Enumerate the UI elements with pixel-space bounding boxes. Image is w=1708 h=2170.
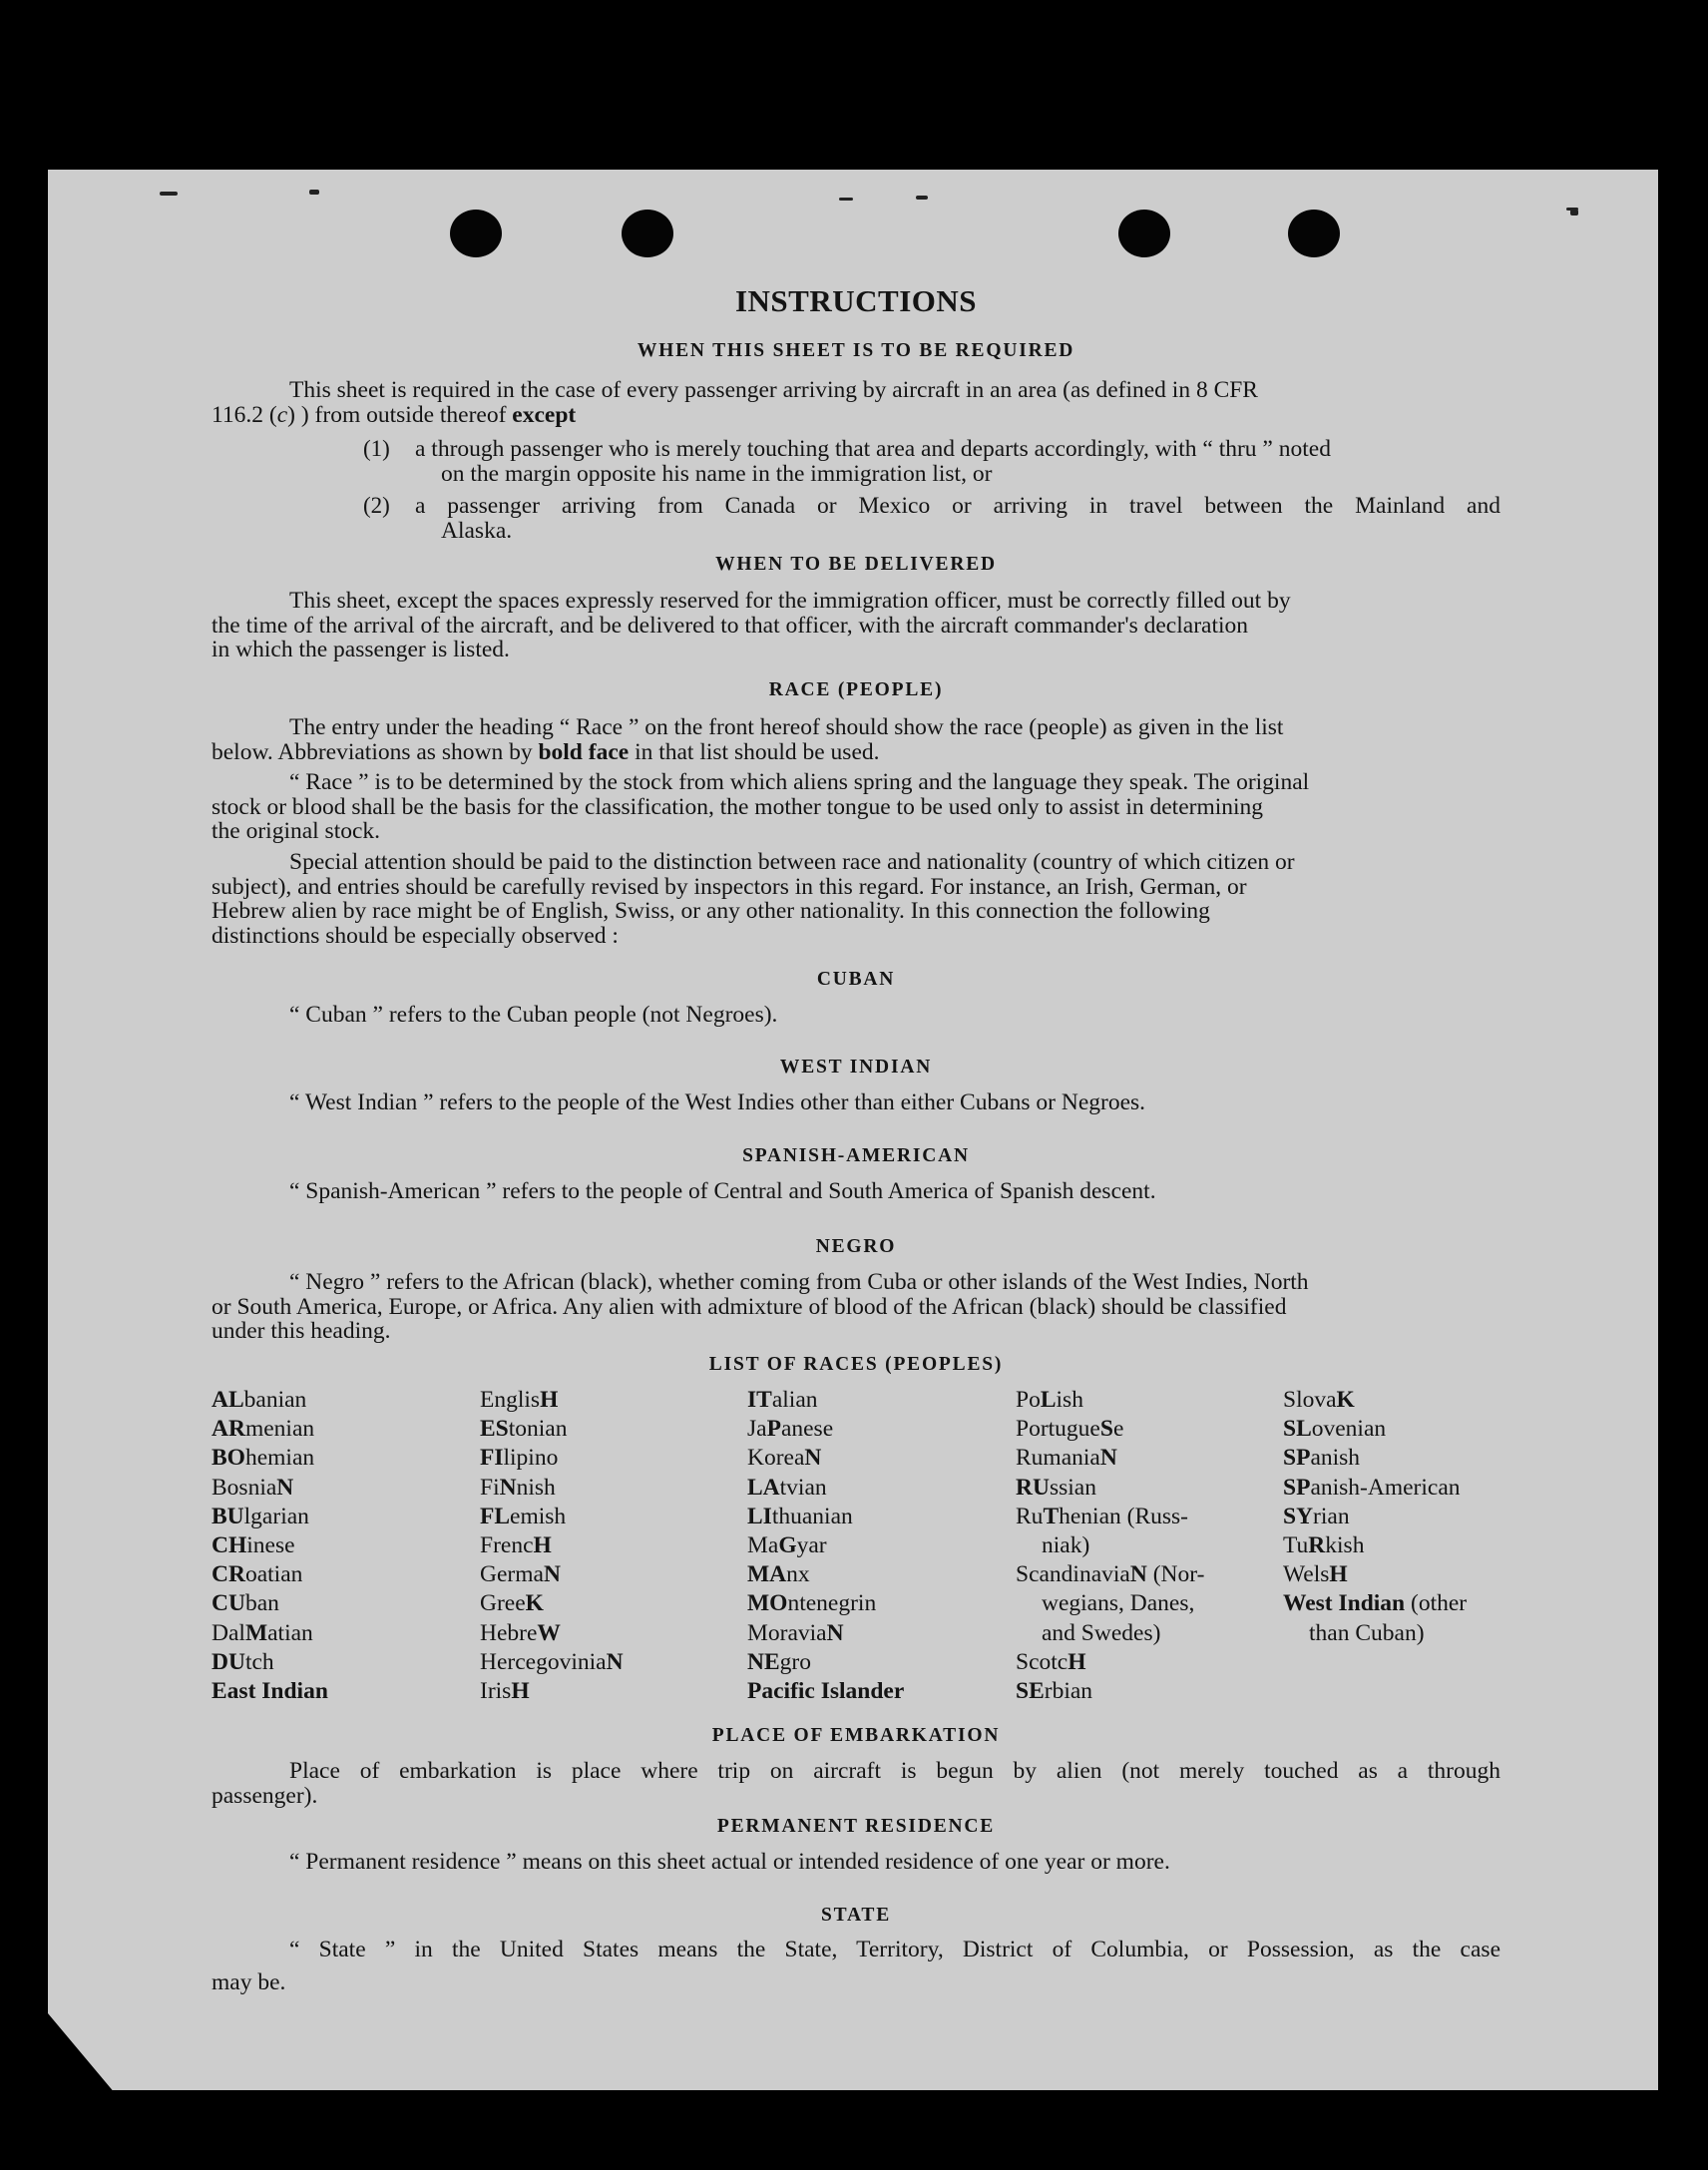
heading-when-delivered: WHEN TO BE DELIVERED: [715, 554, 997, 575]
spanish-american-text: “ Spanish-American ” refers to the people of Central and South America of Spanish descent.: [289, 1178, 1156, 1204]
race-entry: SErbian: [1016, 1678, 1093, 1705]
punch-hole: [450, 210, 502, 257]
race-entry: MOntenegrin: [747, 1590, 877, 1617]
heading-cuban: CUBAN: [816, 969, 896, 990]
race-entry: ScandinaviaN (Nor-: [1016, 1561, 1205, 1588]
race-entry: GreeK: [480, 1590, 544, 1617]
punch-hole: [622, 210, 673, 257]
embarkation-paragraph: Place of embarkation is place where trip on aircraft is begun by alien (not merely touched as a through passenger).: [212, 1758, 1500, 1809]
race-column: [1016, 1386, 1285, 1706]
race-entry: ScotcH: [1016, 1648, 1086, 1675]
when-required-intro: This sheet is required in the case of every passenger arriving by aircraft in an area (as defined in 8 CFR 116.2 (c) ) from outside thereof except: [212, 377, 1258, 428]
heading-spanish-american: SPANISH-AMERICAN: [742, 1145, 970, 1166]
race-entry: SYrian: [1283, 1503, 1350, 1529]
race-entry: RUssian: [1016, 1474, 1096, 1501]
race-entry: Pacific Islander: [747, 1678, 905, 1705]
heading-state: STATE: [820, 1905, 892, 1926]
paper-mark: [1570, 210, 1578, 216]
punch-hole: [1288, 210, 1340, 257]
race-entry: NEgro: [747, 1648, 811, 1675]
paper-mark: [839, 198, 853, 201]
race-entry: DalMatian: [212, 1619, 313, 1646]
race-entry: IrisH: [480, 1678, 530, 1705]
race-entry: HercegoviniaN: [480, 1648, 624, 1675]
race-entry: HebreW: [480, 1619, 561, 1646]
race-entry: than Cuban): [1309, 1619, 1425, 1646]
race-entry: PoLish: [1016, 1387, 1083, 1413]
race-entry: and Swedes): [1042, 1619, 1161, 1646]
race-column: [480, 1386, 749, 1706]
race-entry: West Indian (other: [1283, 1590, 1468, 1617]
page-title: INSTRUCTIONS: [734, 283, 977, 318]
race-entry: LIthuanian: [747, 1503, 853, 1529]
race-entry: SPanish: [1283, 1445, 1361, 1472]
race-entry: CUban: [212, 1590, 279, 1617]
race-entry: CHinese: [212, 1532, 295, 1559]
race-entry: East Indian: [212, 1678, 328, 1705]
race-entry: EnglisH: [480, 1387, 559, 1413]
race-column: [1283, 1386, 1552, 1648]
race-entry: EStonian: [480, 1416, 568, 1443]
race-entry: ALbanian: [212, 1387, 307, 1413]
residence-text: “ Permanent residence ” means on this sheet actual or intended residence of one year or more.: [289, 1849, 1170, 1875]
race-entry: MAnx: [747, 1561, 810, 1588]
race-entry: wegians, Danes,: [1042, 1590, 1195, 1617]
race-entry: CRoatian: [212, 1561, 303, 1588]
race-entry: BUlgarian: [212, 1503, 309, 1529]
paper-mark: [160, 192, 178, 196]
race-entry: KoreaN: [747, 1445, 822, 1472]
heading-negro: NEGRO: [815, 1236, 897, 1257]
race-entry: MaGyar: [747, 1532, 827, 1559]
race-entry: DUtch: [212, 1648, 274, 1675]
paper-mark: [916, 196, 928, 200]
race-paragraph-1: The entry under the heading “ Race ” on the front hereof should show the race (people) as given in the list below. Abbreviations as shown by bold face in that list should be used.: [212, 714, 1284, 765]
race-entry: LAtvian: [747, 1474, 827, 1501]
race-entry: ITalian: [747, 1387, 818, 1413]
cuban-text: “ Cuban ” refers to the Cuban people (not Negroes).: [289, 1002, 778, 1028]
state-paragraph: “ State ” in the United States means the State, Territory, District of Columbia, or Possession, as the case may be.: [212, 1937, 1500, 1995]
heading-residence: PERMANENT RESIDENCE: [716, 1816, 996, 1837]
race-list: [212, 1386, 1500, 1705]
heading-when-required: WHEN THIS SHEET IS TO BE REQUIRED: [637, 340, 1075, 361]
heading-embarkation: PLACE OF EMBARKATION: [711, 1725, 1001, 1746]
heading-list-of-races: LIST OF RACES (PEOPLES): [708, 1354, 1004, 1375]
when-delivered-paragraph: This sheet, except the spaces expressly reserved for the immigration officer, must be correctly filled out by the time of the arrival of the aircraft, and be delivered to that officer, with the aircraft commander's declaration in which the passenger is listed.: [212, 588, 1291, 662]
race-entry: JaPanese: [747, 1416, 834, 1443]
race-entry: GermaN: [480, 1561, 561, 1588]
race-paragraph-2: “ Race ” is to be determined by the stock from which aliens spring and the language they speak. The original stock or blood shall be the basis for the classification, the mother tongue to be used only to assist in determining the original stock.: [212, 769, 1310, 844]
race-entry: WelsH: [1283, 1561, 1348, 1588]
race-entry: FrencH: [480, 1532, 552, 1559]
race-entry: PortugueSe: [1016, 1416, 1124, 1443]
west-indian-text: “ West Indian ” refers to the people of the West Indies other than either Cubans or Negroes.: [289, 1089, 1146, 1115]
punch-hole: [1118, 210, 1170, 257]
heading-west-indian: WEST INDIAN: [779, 1057, 933, 1078]
race-entry: RumaniaN: [1016, 1445, 1117, 1472]
race-entry: FLemish: [480, 1503, 567, 1529]
race-entry: SPanish-American: [1283, 1474, 1461, 1501]
race-entry: SlovaK: [1283, 1387, 1355, 1413]
race-column: [212, 1386, 481, 1706]
race-entry: TuRkish: [1283, 1532, 1365, 1559]
race-entry: BosniaN: [212, 1474, 294, 1501]
race-entry: BOhemian: [212, 1445, 315, 1472]
race-entry: ARmenian: [212, 1416, 315, 1443]
race-entry: niak): [1042, 1532, 1090, 1559]
race-entry: MoraviaN: [747, 1619, 844, 1646]
heading-race: RACE (PEOPLE): [768, 679, 944, 700]
race-column: [747, 1386, 1017, 1706]
paper-mark: [309, 190, 319, 195]
negro-paragraph: “ Negro ” refers to the African (black), whether coming from Cuba or other islands of the West Indies, North or South America, Europe, or Africa. Any alien with admixture of blood of the African (black) should be classified under this heading.: [212, 1269, 1309, 1344]
race-paragraph-3: Special attention should be paid to the distinction between race and nationality (country of which citizen or subject), and entries should be carefully revised by inspectors in this regard. For instance, an Irish, German, or Hebrew alien by race might be of English, Swiss, or any other nationality. In this connection the following distinctions should be especially observed :: [212, 849, 1295, 949]
race-entry: FiNnish: [480, 1474, 556, 1501]
race-entry: FIlipino: [480, 1445, 559, 1472]
race-entry: SLovenian: [1283, 1416, 1387, 1443]
race-entry: RuThenian (Russ-: [1016, 1503, 1189, 1529]
